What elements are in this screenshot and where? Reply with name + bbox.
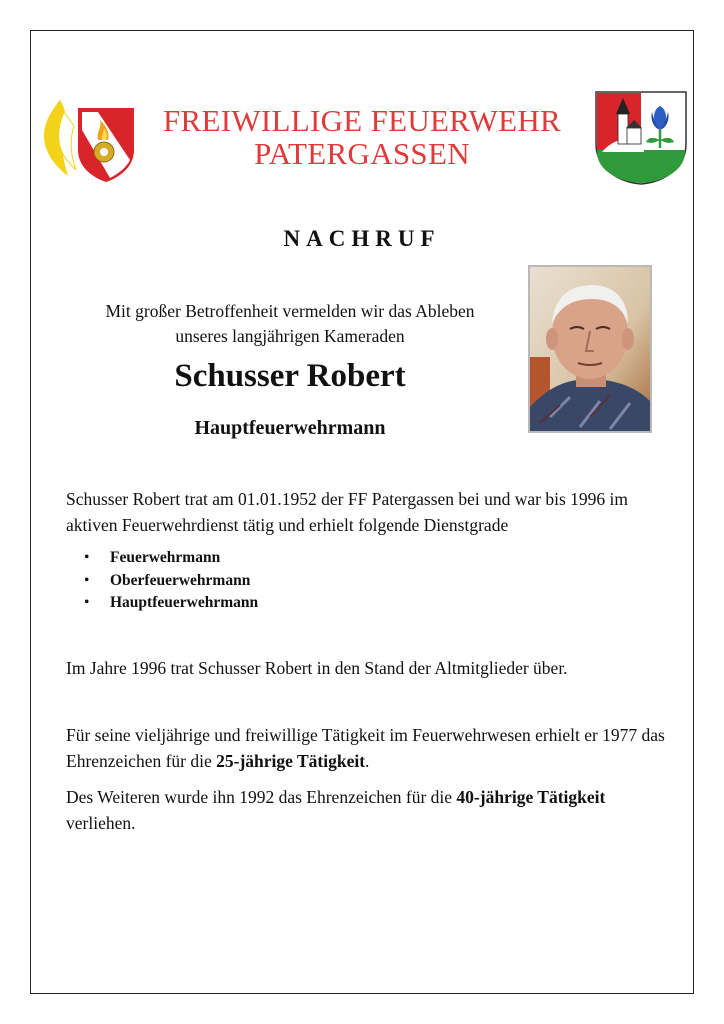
deceased-name: Schusser Robert — [174, 358, 406, 394]
award1-end: . — [365, 751, 370, 771]
award1-text: Für seine vieljährige und freiwillige Tätigkeit im Feuerwehrwesen erhielt er 1977 das Ehrenzeichen für die — [66, 725, 665, 771]
intro-line2: unseres langjährigen Kameraden — [175, 326, 405, 346]
award2-text: Des Weiteren wurde ihn 1992 das Ehrenzeichen für die — [66, 787, 457, 807]
org-title-line2: PATERGASSEN — [254, 136, 470, 171]
deceased-rank: Hauptfeuerwehrmann — [194, 417, 386, 439]
intro-text — [60, 299, 520, 349]
intro-line1: Mit großer Betroffenheit vermelden wir das Ableben — [105, 301, 475, 321]
list-item: • Feuerwehrmann — [84, 547, 258, 570]
page-title: NACHRUF — [283, 226, 441, 251]
org-title-line1: FREIWILLIGE FEUERWEHR — [162, 103, 562, 138]
list-item: • Oberfeuerwehrmann — [84, 570, 258, 593]
ranks-list — [84, 547, 258, 615]
award1-bold: 25-jährige Tätigkeit — [216, 751, 366, 771]
award2-bold: 40-jährige Tätigkeit — [456, 787, 606, 807]
award1-paragraph — [66, 722, 666, 774]
award2-end: verliehen. — [66, 813, 136, 833]
award2-paragraph — [66, 784, 666, 836]
list-item: • Hauptfeuerwehrmann — [84, 592, 258, 615]
municipal-coat-of-arms-icon — [594, 90, 688, 186]
retirement-paragraph: Im Jahre 1996 trat Schusser Robert in den Stand der Altmitglieder über. — [66, 658, 568, 678]
organization-title — [140, 104, 584, 170]
fire-brigade-emblem-icon — [38, 90, 136, 182]
service-paragraph: Schusser Robert trat am 01.01.1952 der FF Patergassen bei und war bis 1996 im aktiven Feuerwehrdienst tätig und erhielt folgende Dienstgrade — [66, 489, 629, 535]
portrait-photo — [528, 265, 652, 433]
